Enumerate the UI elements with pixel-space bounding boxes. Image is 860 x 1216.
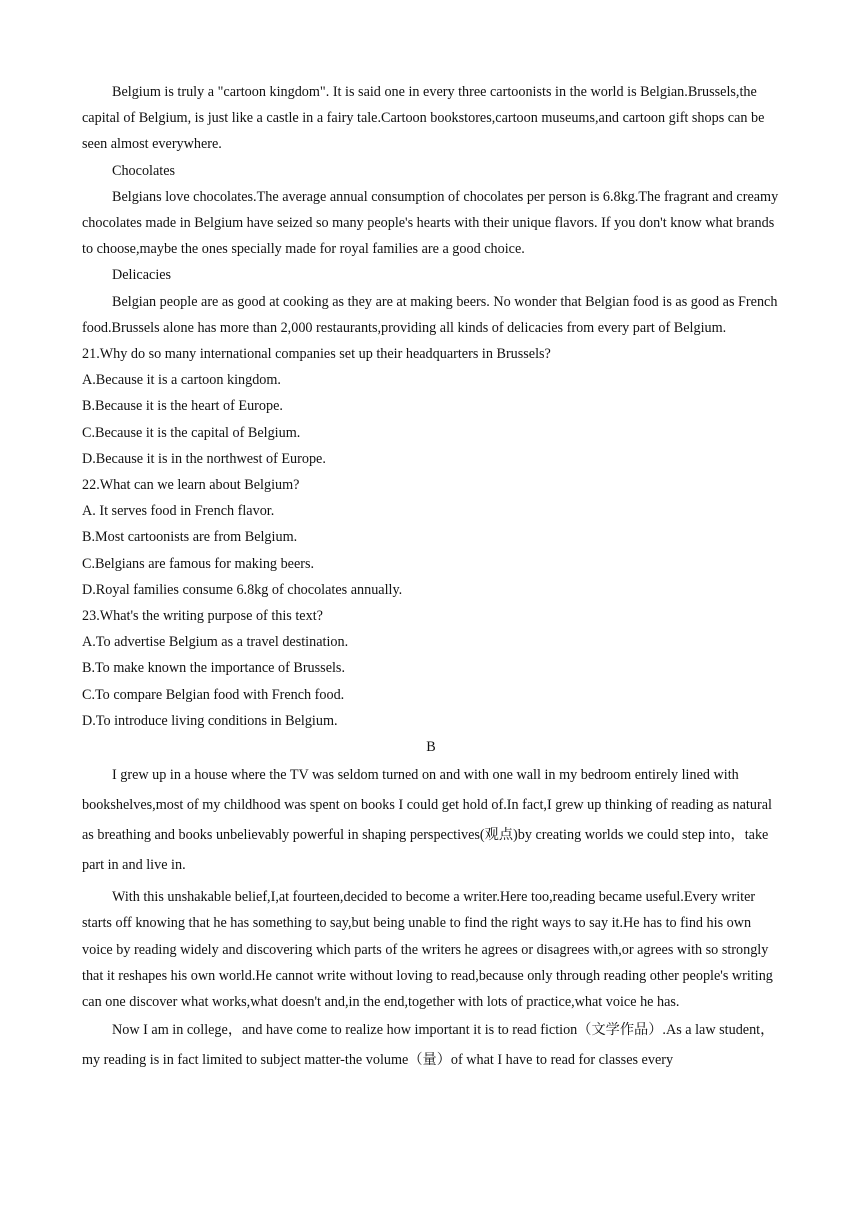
option-b: B.Most cartoonists are from Belgium. — [82, 529, 298, 546]
passage-b-paragraph-2: With this unshakable belief,I,at fourteen,decided to become a writer.Here too,reading became useful.Every writer starts off knowing that he has something to say,but being unable to find the right ways to say it.He has to find his own voice by reading widely and discovering which parts of the writers he agrees or disagrees with,or agrees with so strongly that it reshapes his own world.He cannot write without loving to read,because only through reading other people's writing can one discover what works,what doesn't and,in the end,together with lots of practice,what voice he has. — [82, 889, 773, 1011]
question-21 — [82, 341, 780, 472]
passage-a-intro: Belgium is truly a "cartoon kingdom". It is said one in every three cartoonists in the world is Belgian.Brussels,the capital of Belgium, is just like a castle in a fairy tale.Cartoon bookstores,cartoon museums,and cartoon gift shops can be seen almost everywhere. — [82, 84, 765, 153]
option-a: A. It serves food in French flavor. — [82, 503, 275, 520]
passage-b-paragraph-1: I grew up in a house where the TV was seldom turned on and with one wall in my bedroom entirely lined with bookshelves,most of my childhood was spent on books I could get hold of.In fact,I grew up thinking of reading as natural as breathing and books unbelievably powerful in shaping perspectives(观点)by creating worlds we could step into，take part in and live in. — [82, 767, 772, 874]
document-page — [82, 79, 780, 1075]
question-stem: 21.Why do so many international companies set up their headquarters in Brussels? — [82, 346, 551, 363]
option-c: C.Because it is the capital of Belgium. — [82, 424, 301, 441]
passage-b-paragraph-3: Now I am in college，and have come to realize how important it is to read fiction（文学作品）.As a law student，my reading is in fact limited to subject matter-the volume（量）of what I have to read for classes every — [82, 1022, 775, 1069]
option-b: B.Because it is the heart of Europe. — [82, 398, 283, 415]
option-a: A.To advertise Belgium as a travel destination. — [82, 634, 349, 651]
chocolates-paragraph: Belgians love chocolates.The average annual consumption of chocolates per person is 6.8kg.The fragrant and creamy chocolates made in Belgium have seized so many people's hearts with their unique flavors. If you don't know what brands to choose,maybe the ones specially made for royal families are a good choice. — [82, 188, 779, 258]
option-b: B.To make known the importance of Brussels. — [82, 660, 346, 677]
delicacies-heading: Delicacies — [112, 267, 172, 284]
chocolates-heading: Chocolates — [112, 162, 176, 179]
question-22 — [82, 472, 780, 603]
option-d: D.Royal families consume 6.8kg of chocolates annually. — [82, 581, 403, 598]
question-stem: 23.What's the writing purpose of this text? — [82, 608, 323, 625]
question-stem: 22.What can we learn about Belgium? — [82, 477, 300, 494]
option-c: C.To compare Belgian food with French food. — [82, 686, 345, 703]
option-d: D.To introduce living conditions in Belgium. — [82, 712, 338, 729]
passage-b-label: B — [426, 739, 436, 756]
option-d: D.Because it is in the northwest of Europe. — [82, 450, 326, 467]
option-a: A.Because it is a cartoon kingdom. — [82, 372, 281, 389]
option-c: C.Belgians are famous for making beers. — [82, 555, 315, 572]
delicacies-paragraph: Belgian people are as good at cooking as they are at making beers. No wonder that Belgian food is as good as French food.Brussels alone has more than 2,000 restaurants,providing all kinds of delicacies from every part of Belgium. — [82, 293, 778, 336]
question-23 — [82, 603, 780, 734]
